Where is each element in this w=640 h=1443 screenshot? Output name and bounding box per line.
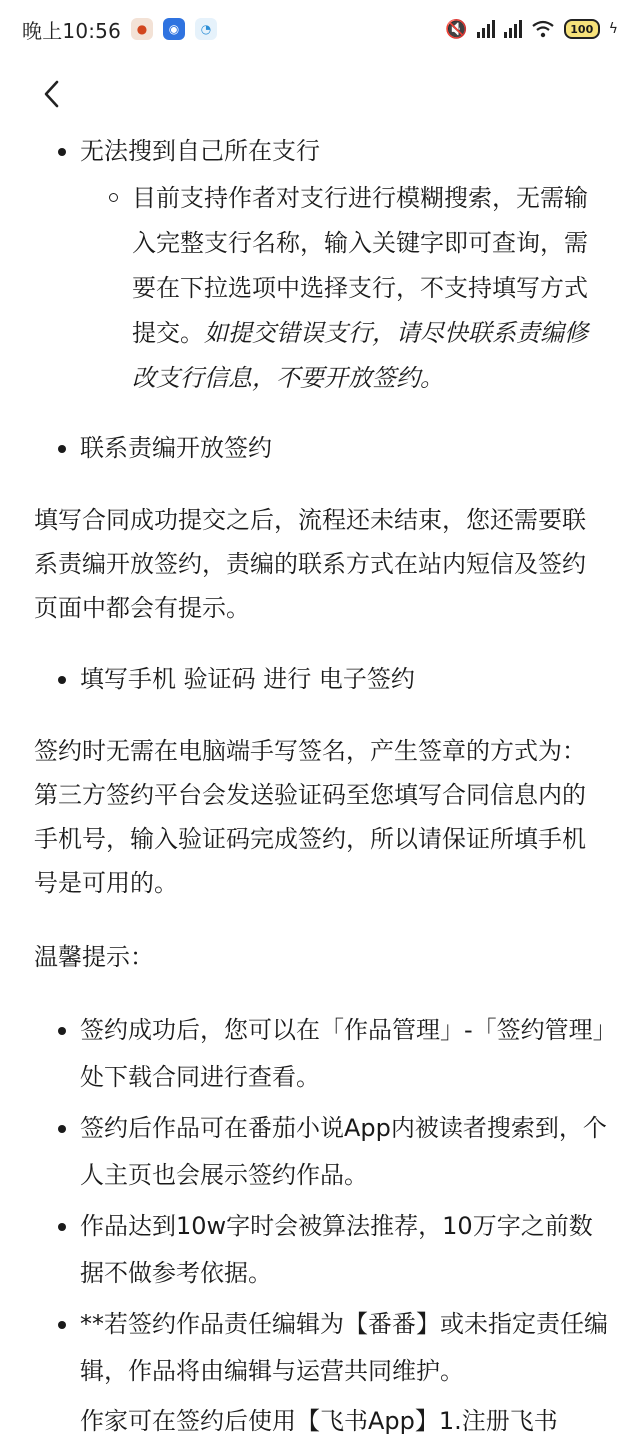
paragraph-signing-method: 签约时无需在电脑端手写签名，产生签章的方式为：第三方签约平台会发送验证码至您填写合同信息内的手机号，输入验证码完成签约，所以请保证所填手机号是可用的。 xyxy=(34,737,586,897)
list-item-tip xyxy=(34,1007,608,1101)
tip-text: 作品达到10w字时会被算法推荐，10万字之前数据不做参考依据。 xyxy=(80,1212,593,1287)
list-item-contact-editor xyxy=(34,425,608,472)
pumpkin-app-icon: ● xyxy=(131,18,153,40)
mute-icon: 🔇 xyxy=(445,18,468,40)
back-button[interactable] xyxy=(34,76,70,112)
status-bar xyxy=(0,0,640,58)
signal-icon xyxy=(477,20,495,38)
bullet-text: 填写手机 验证码 进行 电子签约 xyxy=(80,665,415,693)
sub-bullet-italic-note: 如提交错误支行，请尽快联系责编修改支行信息，不要开放签约。 xyxy=(132,319,588,392)
status-right xyxy=(445,19,618,40)
tip-text: **若签约作品责任编辑为【番番】或未指定责任编辑，作品将由编辑与运营共同维护。 xyxy=(80,1310,608,1385)
sub-bullet-text: 目前支持作者对支行进行模糊搜索，无需输入完整支行名称，输入关键字即可查询，需要在下拉选项中选择支行，不支持填写方式提交。 xyxy=(132,184,588,347)
status-left xyxy=(22,15,217,44)
cyan-app-icon: ◔ xyxy=(195,18,217,40)
paragraph-after-submit: 填写合同成功提交之后，流程还未结束，您还需要联系责编开放签约，责编的联系方式在站内短信及签约页面中都会有提示。 xyxy=(34,506,586,622)
status-time: 晚上10:56 xyxy=(22,18,122,43)
list-item-tip xyxy=(34,1203,608,1297)
signal-icon xyxy=(504,20,522,38)
chevron-left-icon xyxy=(41,79,63,109)
tip-text: 签约成功后，您可以在「作品管理」-「签约管理」处下载合同进行查看。 xyxy=(80,1016,605,1091)
list-item-search-branch xyxy=(34,128,608,175)
blue-app-icon: ◉ xyxy=(163,18,185,40)
tip-text: 签约后作品可在番茄小说App内被读者搜索到，个人主页也会展示签约作品。 xyxy=(80,1114,607,1189)
battery-icon xyxy=(564,19,600,39)
article-body xyxy=(34,128,608,1443)
bullet-text: 联系责编开放签约 xyxy=(80,434,272,462)
charging-icon: ϟ xyxy=(608,21,618,37)
sub-list-item-branch-search xyxy=(34,176,608,401)
battery-level: 100 xyxy=(570,22,594,36)
list-item-phone-verify xyxy=(34,656,608,703)
wifi-icon xyxy=(531,20,555,38)
list-item-tip xyxy=(34,1301,608,1395)
bullet-text: 无法搜到自己所在支行 xyxy=(80,137,320,165)
cut-off-line: 作家可在签约后使用【飞书App】1.注册飞书 xyxy=(80,1407,558,1435)
tips-heading: 温馨提示： xyxy=(34,943,154,971)
list-item-tip xyxy=(34,1105,608,1199)
